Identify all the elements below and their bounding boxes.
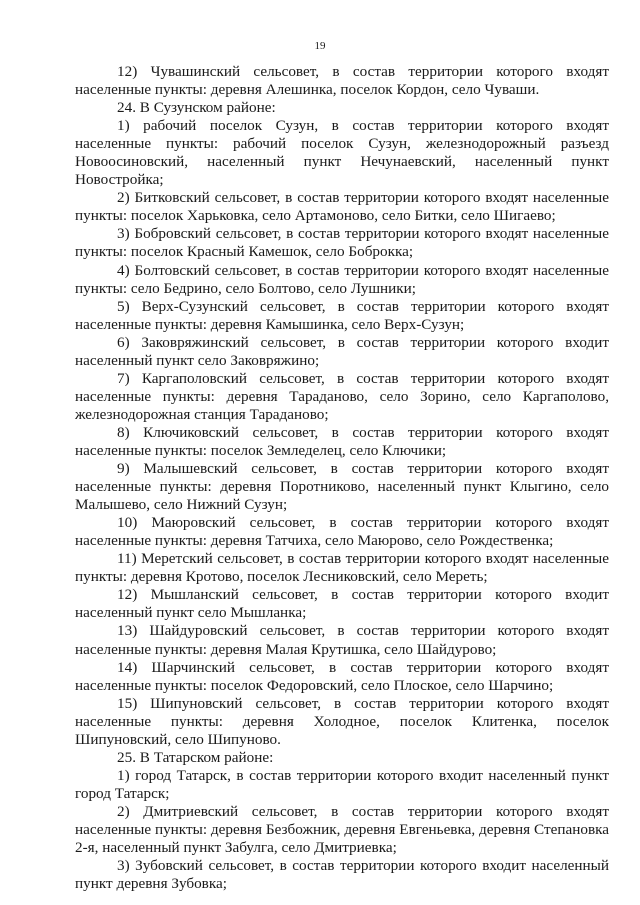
list-item: 13) Шайдуровский сельсовет, в состав территории которого входят населенные пункты: деревня Малая Крутишка, село Шайдурово;: [75, 622, 609, 658]
document-body: [75, 63, 609, 893]
list-item: 5) Верх-Сузунский сельсовет, в состав территории которого входят населенные пункты: деревня Камышинка, село Верх-Сузун;: [75, 297, 609, 333]
page-number: 19: [314, 40, 326, 52]
list-item: 12) Мышланский сельсовет, в состав территории которого входит населенный пункт село Мышланка;: [75, 586, 609, 622]
list-item: 14) Шарчинский сельсовет, в состав территории которого входят населенные пункты: поселок Федоровский, село Плоское, село Шарчино;: [75, 658, 609, 694]
list-item: 9) Малышевский сельсовет, в состав территории которого входят населенные пункты: деревня Поротниково, населенный пункт Клыгино, село Малышево, село Нижний Сузун;: [75, 460, 609, 514]
section-heading: 24. В Сузунском районе:: [117, 99, 276, 117]
list-item: 2) Дмитриевский сельсовет, в состав территории которого входят населенные пункты: деревня Безбожник, деревня Евгеньевка, деревня Степановка 2-я, населенный пункт Забулга, село Дмитриевка;: [75, 802, 609, 857]
list-item: 11) Меретский сельсовет, в состав территории которого входят населенные пункты: деревня Кротово, поселок Лесниковский, село Мереть;: [75, 550, 609, 586]
section-heading: 25. В Татарском районе:: [117, 748, 274, 766]
list-item: 3) Зубовский сельсовет, в состав территории которого входит населенный пункт деревня Зубовка;: [75, 857, 609, 893]
list-item: 3) Бобровский сельсовет, в состав территории которого входят населенные пункты: поселок Красный Камешок, село Боброкка;: [75, 225, 609, 261]
list-item: 12) Чувашинский сельсовет, в состав территории которого входят населенные пункты: деревня Алешинка, поселок Кордон, село Чуваши.: [75, 63, 609, 99]
list-item: 15) Шипуновский сельсовет, в состав территории которого входят населенные пункты: деревня Холодное, поселок Клитенка, поселок Шипуновский, село Шипуново.: [75, 694, 609, 748]
list-item: 4) Болтовский сельсовет, в состав территории которого входят населенные пункты: село Бедрино, село Болтово, село Лушники;: [75, 261, 609, 297]
list-item: 10) Маюровский сельсовет, в состав территории которого входят населенные пункты: деревня Татчиха, село Маюрово, село Рождественка;: [75, 514, 609, 550]
list-item: 1) рабочий поселок Сузун, в состав территории которого входят населенные пункты: рабочий поселок Сузун, железнодорожный разъезд Новоосиновский, населенный пункт Нечунаевский, населенный пункт Новостройка;: [75, 117, 609, 189]
list-item: 2) Битковский сельсовет, в состав территории которого входят населенные пункты: поселок Харьковка, село Артамоново, село Битки, село Шигаево;: [75, 189, 609, 225]
list-item: 6) Заковряжинский сельсовет, в состав территории которого входит населенный пункт село Заковряжино;: [75, 333, 609, 369]
list-item: 8) Ключиковский сельсовет, в состав территории которого входят населенные пункты: поселок Земледелец, село Ключики;: [75, 423, 609, 459]
list-item: 1) город Татарск, в состав территории которого входит населенный пункт город Татарск;: [75, 766, 609, 802]
list-item: 7) Каргаполовский сельсовет, в состав территории которого входят населенные пункты: деревня Тараданово, село Зорино, село Каргаполово, железнодорожная станция Тараданово;: [75, 369, 609, 423]
